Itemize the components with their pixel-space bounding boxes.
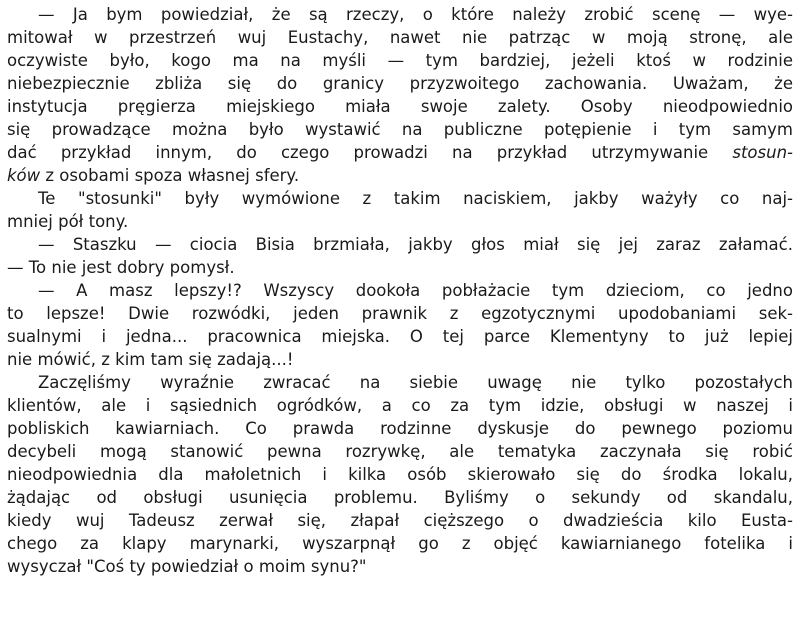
text-span: dać przykład innym, do czego prowadzi na przykład utrzymywanie xyxy=(7,143,733,162)
text-line: Zaczęliśmy wyraźnie zwracać na siebie uwagę nie tylko pozostałych xyxy=(38,373,793,392)
text-line: oczywiste było, kogo ma na myśli — tym bardziej, jeżeli ktoś w rodzinie xyxy=(7,51,793,70)
text-line xyxy=(7,164,793,187)
text-line: chego za klapy marynarki, wyszarpnął go z objęć kawiarnianego fotelika i xyxy=(7,534,793,553)
italic-word: stosun- xyxy=(732,143,793,162)
text-line: wysyczał "Coś ty powiedział o moim synu?" xyxy=(7,557,367,576)
text-line: — A masz lepszy!? Wszyscy dookoła pobłażacie tym dzieciom, co jedno xyxy=(38,281,793,300)
text-line: żądając od obsługi usunięcia problemu. Byliśmy o sekundy od skandalu, xyxy=(7,488,793,507)
text-line: nie mówić, z kim tam się zadają...! xyxy=(7,350,294,369)
text-line: mniej pół tony. xyxy=(7,212,129,231)
text-span: z osobami spoza własnej sfery. xyxy=(40,166,300,185)
text-line: — Staszku — ciocia Bisia brzmiała, jakby głos miał się jej zaraz załamać. xyxy=(38,235,793,254)
text-line: mitował w przestrzeń wuj Eustachy, nawet nie patrząc w moją stronę, ale xyxy=(7,28,793,47)
italic-word: ków xyxy=(7,166,41,185)
text-line xyxy=(7,141,793,164)
text-line: klientów, ale i sąsiednich ogródków, a co za tym idzie, obsługi w naszej i xyxy=(7,396,793,415)
text-line: pobliskich kawiarniach. Co prawda rodzinne dyskusje do pewnego poziomu xyxy=(7,419,793,438)
text-line: instytucja pręgierza miejskiego miała swoje zalety. Osoby nieodpowiednio xyxy=(7,97,793,116)
text-line: — To nie jest dobry pomysł. xyxy=(7,258,235,277)
text-line: sualnymi i jedna... pracownica miejska. O tej parce Klementyny to już lepiej xyxy=(7,327,793,346)
text-line: — Ja bym powiedział, że są rzeczy, o które należy zrobić scenę — wye- xyxy=(38,5,793,24)
text-line: się prowadzące można było wystawić na publiczne potępienie i tym samym xyxy=(7,120,793,139)
text-body xyxy=(7,3,793,578)
text-line: decybeli mogą stanowić pewna rozrywkę, ale tematyka zaczynała się robić xyxy=(7,442,793,461)
text-line: kiedy wuj Tadeusz zerwał się, złapał cięższego o dwadzieścia kilo Eusta- xyxy=(7,511,793,530)
text-line: nieodpowiednia dla małoletnich i kilka osób skierowało się do środka lokalu, xyxy=(7,465,793,484)
text-line: niebezpiecznie zbliża się do granicy przyzwoitego zachowania. Uważam, że xyxy=(7,74,793,93)
text-line: to lepsze! Dwie rozwódki, jeden prawnik z egzotycznymi upodobaniami sek- xyxy=(7,304,793,323)
text-line: Te "stosunki" były wymówione z takim naciskiem, jakby ważyły co naj- xyxy=(38,189,793,208)
document-page xyxy=(7,0,793,641)
